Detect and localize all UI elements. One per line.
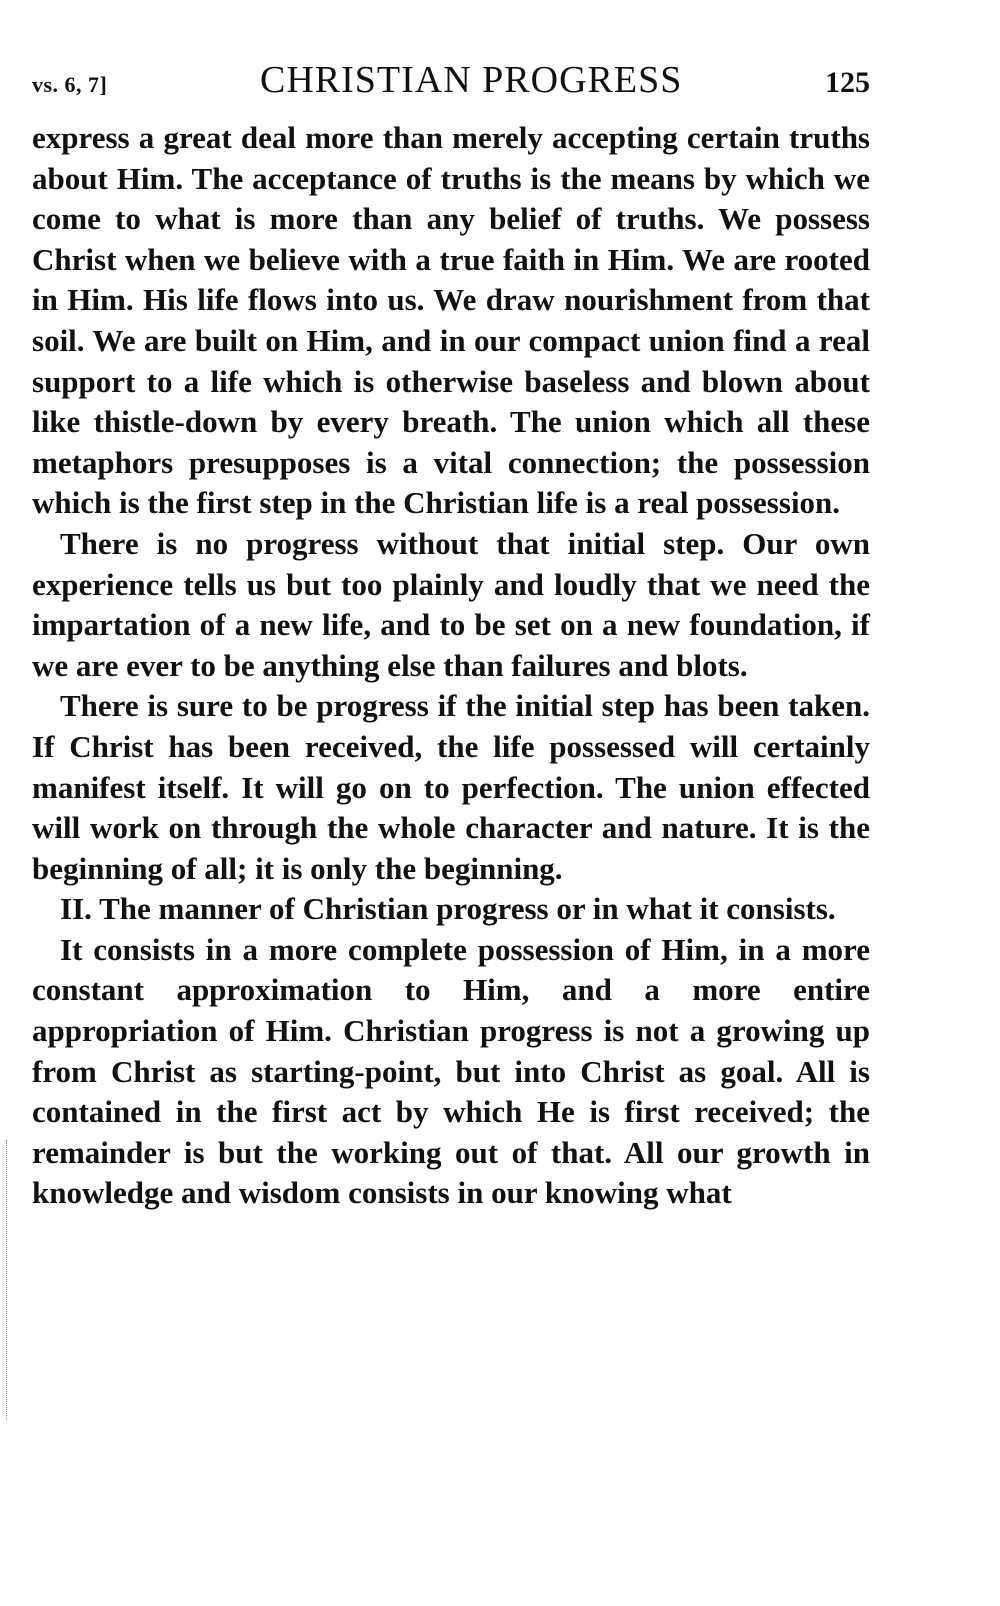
running-head (32, 58, 870, 110)
paragraph-initial-step: There is no progress without that initial step. Our own experience tells us but too plainly and loudly that we need the impartation of a new life, and to be set on a new foundation, if we are ever to be anything else than failures and blots. (32, 525, 870, 683)
book-page (32, 58, 870, 1214)
verse-reference: vs. 6, 7] (32, 72, 108, 97)
paragraph-sure-progress: There is sure to be progress if the initial step has been taken. If Christ has been received, the life possessed will certainly manifest itself. It will go on to perfection. The union effected will work on through the whole character and nature. It is the beginning of all; it is only the beginning. (32, 688, 870, 886)
page-number: 125 (824, 66, 870, 99)
section-heading-manner: II. The manner of Christian progress or in what it consists. (60, 891, 836, 927)
running-title: CHRISTIAN PROGRESS (260, 59, 683, 101)
paragraph-consists-in: It consists in a more complete possession of Him, in a more constant approximation to Him, and a more entire appropriation of Him. Christian progress is not a growing up from Christ as starting-point, but into Christ as goal. All is contained in the first act by which He is first received; the remainder is but the working out of that. All our growth in knowledge and wisdom consists in our knowing what (32, 931, 870, 1211)
paragraph-continuation: express a great deal more than merely accepting certain truths about Him. The acceptance of truths is the means by which we come to what is more than any belief of truths. We possess Christ when we believe with a true faith in Him. We are rooted in Him. His life flows into us. We draw nourishment from that soil. We are built on Him, and in our compact union find a real support to a life which is otherwise baseless and blown about like thistle-down by every breath. The union which all these metaphors presupposes is a vital connection; the possession which is the first step in the Christian life is a real possession. (32, 120, 870, 521)
margin-scan-artifact (6, 1140, 7, 1420)
